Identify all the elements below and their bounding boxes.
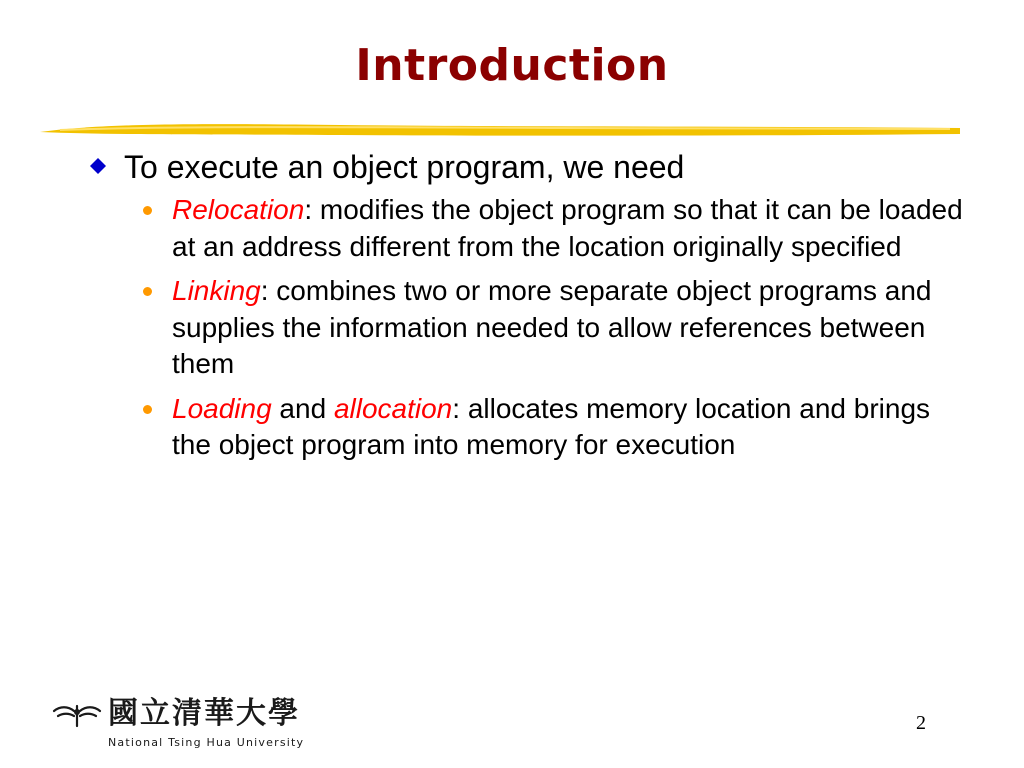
- definition-linking: combines two or more separate object programs and supplies the information needed to allow references between them: [172, 275, 932, 379]
- separator: :: [452, 392, 468, 424]
- orange-dot-bullet-icon: [143, 206, 152, 215]
- blue-diamond-bullet-icon: [88, 156, 108, 176]
- joiner: and: [271, 392, 334, 424]
- term-loading: Loading: [172, 392, 272, 424]
- university-name-en: National Tsing Hua University: [108, 736, 305, 749]
- definition-relocation: modifies the object program so that it can be loaded at an address different from the location originally specified: [172, 194, 963, 262]
- slide-title: Introduction: [355, 40, 669, 91]
- university-name-cjk: 國立清華大學: [108, 696, 300, 731]
- sub-bullet-linking: [88, 273, 968, 383]
- university-logo: [52, 696, 322, 756]
- intro-text: To execute an object program, we need: [124, 149, 685, 185]
- orange-dot-bullet-icon: [143, 405, 152, 414]
- bullet-level1: [88, 148, 968, 186]
- title-underline-rule: [40, 118, 960, 144]
- term-relocation: Relocation: [172, 194, 305, 225]
- page-number: 2: [916, 712, 926, 734]
- definition-loading-allocation: allocates memory location and brings the object program into memory for execution: [172, 392, 931, 460]
- sub-bullet-relocation: [88, 192, 968, 265]
- slide-body: [88, 148, 968, 472]
- sub-bullet-list: [88, 192, 968, 464]
- term-allocation: allocation: [333, 392, 453, 424]
- orange-dot-bullet-icon: [143, 287, 152, 296]
- sub-bullet-loading-allocation: [88, 391, 968, 464]
- term-linking: Linking: [172, 275, 261, 306]
- separator: :: [304, 194, 320, 225]
- nthu-emblem-icon: [52, 702, 102, 728]
- separator: :: [260, 275, 277, 306]
